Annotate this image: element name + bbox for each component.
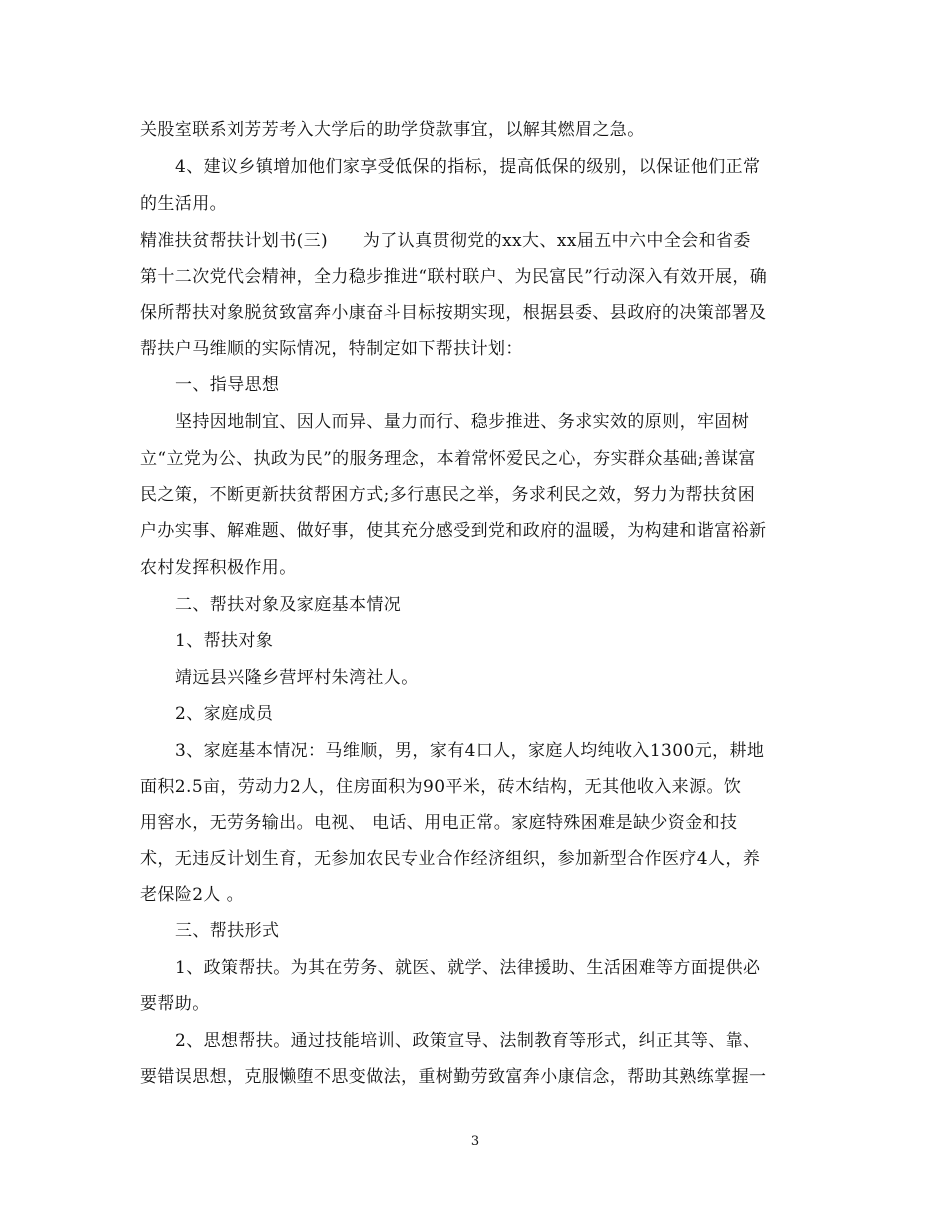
text-line: 户办实事、解难题、做好事，使其充分感受到党和政府的温暖，为构建和谐富裕新 bbox=[140, 521, 767, 541]
subsection-heading: 2、家庭成员 bbox=[175, 704, 274, 724]
text-line: 2、思想帮扶。通过技能培训、政策宣导、法制教育等形式，纠正其等、靠、 bbox=[175, 1031, 761, 1051]
text-line: 面积2.5亩，劳动力2人，住房面积为90平米，砖木结构，无其他收入来源。饮 bbox=[140, 777, 742, 797]
text-line: 的生活用。 bbox=[140, 194, 227, 214]
text-line: 要帮助。 bbox=[140, 994, 210, 1014]
text-line: 帮扶户马维顺的实际情况，特制定如下帮扶计划： bbox=[140, 339, 523, 359]
text-line: 1、政策帮扶。为其在劳务、就医、就学、法律援助、生活困难等方面提供必 bbox=[175, 958, 761, 978]
text-line: 老保险2人 。 bbox=[140, 885, 245, 905]
text-line: 3、家庭基本情况：马维顺，男，家有4口人，家庭人均纯收入1300元，耕地 bbox=[175, 741, 765, 761]
page-number: 3 bbox=[470, 1134, 480, 1149]
text-line: 农村发挥积极作用。 bbox=[140, 558, 297, 578]
section-heading: 二、帮扶对象及家庭基本情况 bbox=[175, 595, 402, 615]
text-line: 术，无违反计划生育，无参加农民专业合作经济组织，参加新型合作医疗4人，养 bbox=[140, 849, 761, 869]
text-line: 用窖水，无劳务输出。电视、 电话、用电正常。家庭特殊困难是缺少资金和技 bbox=[140, 813, 738, 833]
text-line: 民之策，不断更新扶贫帮困方式;多行惠民之举，务求利民之效，努力为帮扶贫困 bbox=[140, 485, 756, 505]
text-line: 关股室联系刘芳芳考入大学后的助学贷款事宜，以解其燃眉之急。 bbox=[140, 120, 645, 140]
subsection-heading: 1、帮扶对象 bbox=[175, 631, 274, 651]
text-line: 4、建议乡镇增加他们家享受低保的指标，提高低保的级别，以保证他们正常 bbox=[175, 157, 761, 177]
section-heading: 三、帮扶形式 bbox=[175, 921, 280, 941]
text-line: 要错误思想，克服懒堕不思变做法，重树勤劳致富奔小康信念，帮助其熟练掌握一 bbox=[140, 1067, 767, 1087]
text-line: 坚持因地制宜、因人而异、量力而行、稳步推进、务求实效的原则，牢固树 bbox=[175, 412, 750, 432]
section-heading: 一、指导思想 bbox=[175, 375, 280, 395]
text-line: 第十二次党代会精神，全力稳步推进“联村联户、为民富民”行动深入有效开展，确 bbox=[140, 267, 768, 287]
text-line: 精准扶贫帮扶计划书(三) 为了认真贯彻党的xx大、xx届五中六中全会和省委 bbox=[140, 231, 751, 251]
text-line: 靖远县兴隆乡营坪村朱湾社人。 bbox=[175, 668, 419, 688]
text-line: 立“立党为公、执政为民”的服务理念，本着常怀爱民之心，夯实群众基础;善谋富 bbox=[140, 449, 756, 469]
text-line: 保所帮扶对象脱贫致富奔小康奋斗目标按期实现，根据县委、县政府的决策部署及 bbox=[140, 303, 767, 323]
